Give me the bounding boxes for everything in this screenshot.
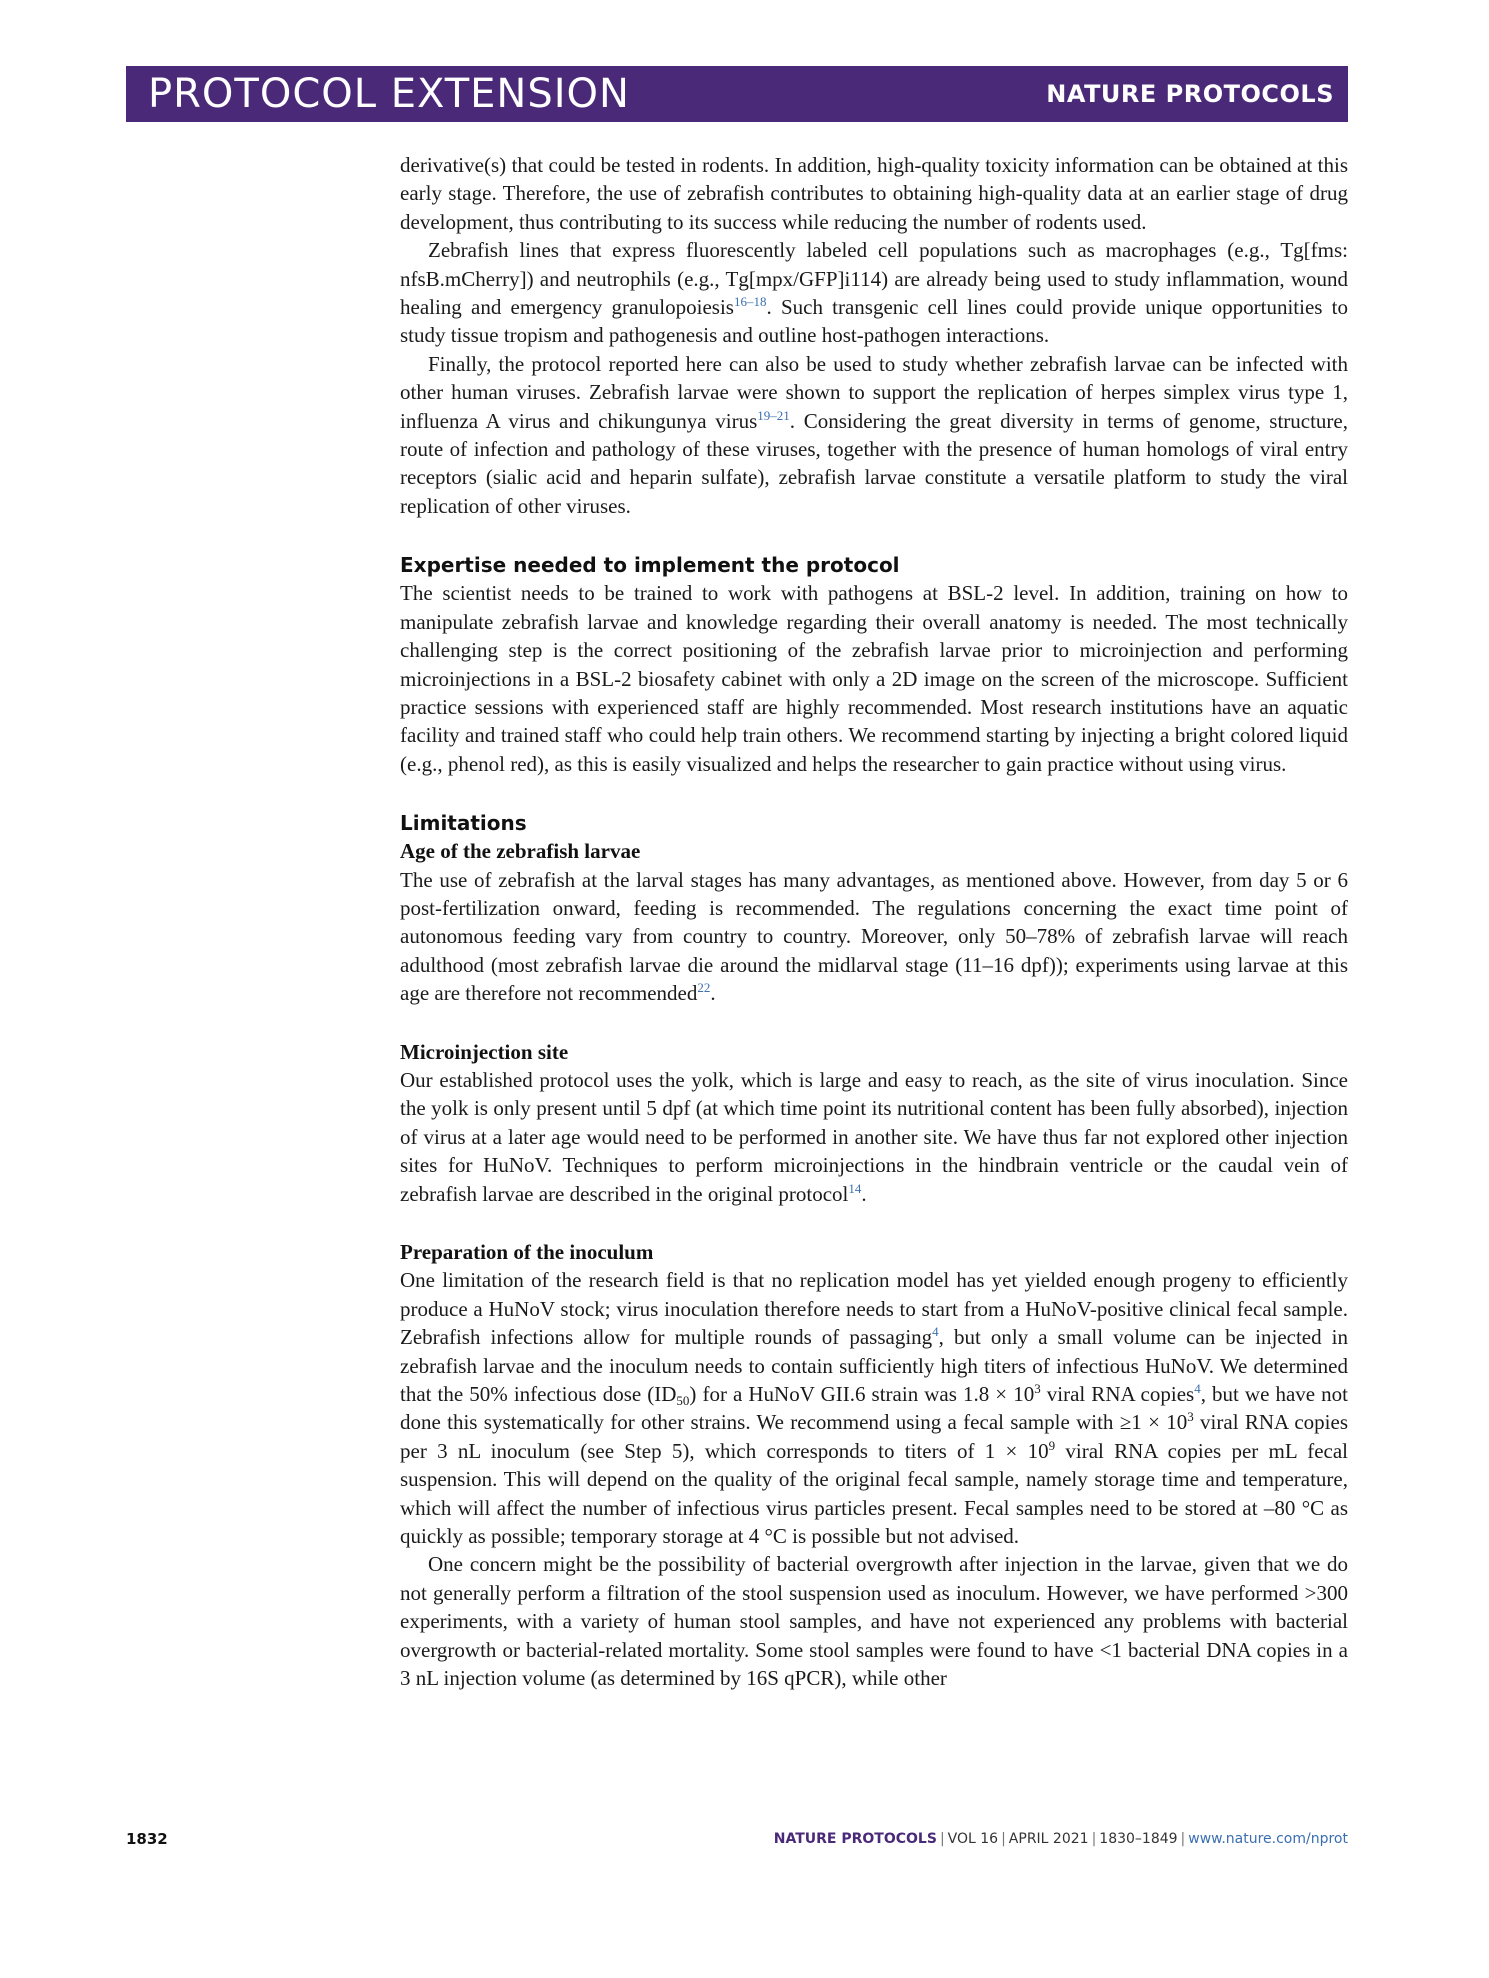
paragraph-text: . bbox=[861, 1181, 867, 1206]
paragraph-text: , but we have not done this systematically for other strains. We recommend using a fecal sample with ≥1 × 10 bbox=[400, 1382, 1348, 1435]
paragraph-text: Our established protocol uses the yolk, which is large and easy to reach, as the site of virus inoculation. Since the yolk is only present until 5 dpf (at which time point its nutritional content has been fully absorbed), injection of virus at a later age would need to be performed in another site. We have thus far not explored other injection sites for HuNoV. Techniques to perform microinjections in the hindbrain ventricle or the caudal vein of zebrafish larvae are described in the original protocol bbox=[400, 1067, 1348, 1206]
superscript: 9 bbox=[1048, 1437, 1056, 1453]
footer-citation bbox=[774, 1831, 1348, 1847]
paragraph-microinjection-site bbox=[400, 1066, 1348, 1208]
footer-pages: 1830–1849 bbox=[1099, 1831, 1178, 1847]
section-label: PROTOCOL EXTENSION bbox=[148, 71, 630, 117]
footer-journal-name: NATURE PROTOCOLS bbox=[773, 1831, 937, 1847]
footer-separator: | bbox=[1001, 1831, 1006, 1847]
footer-separator: | bbox=[1091, 1831, 1097, 1847]
paragraph-transgenic-lines bbox=[400, 236, 1348, 350]
paragraph-text: Finally, the protocol reported here can also be used to study whether zebrafish larvae can be infected with other human viruses. Zebrafish larvae were shown to support the replication of herpes simplex virus type 1, influenza A virus and chikungunya virus bbox=[400, 351, 1348, 433]
paragraph-text: viral RNA copies per mL fecal suspension. This will depend on the quality of the original fecal sample, namely storage time and temperature, which will affect the number of infectious virus particles present. Fecal samples need to be stored at –80 °C as quickly as possible; temporary storage at 4 °C is possible but not advised. bbox=[400, 1438, 1348, 1549]
citation-link[interactable]: 19–21 bbox=[757, 407, 790, 423]
journal-label: NATURE PROTOCOLS bbox=[1046, 80, 1334, 108]
paragraph-text: The use of zebrafish at the larval stages has many advantages, as mentioned above. However, from day 5 or 6 post-fertilization onward, feeding is recommended. The regulations concerning the exact time point of autonomous feeding vary from country to country. Moreover, only 50–78% of zebrafish larvae will reach adulthood (most zebrafish larvae die around the midlarval stage (11–16 dpf)); experiments using larvae at this age are therefore not recommended bbox=[400, 867, 1348, 1006]
paragraph-bacterial-concern bbox=[400, 1550, 1348, 1692]
superscript: 3 bbox=[1034, 1381, 1041, 1397]
paragraph-text: . bbox=[710, 981, 716, 1006]
heading-limitations: Limitations bbox=[400, 811, 527, 836]
footer-volume: VOL 16 bbox=[947, 1831, 999, 1847]
paragraph-text: . Such transgenic cell lines could provide unique opportunities to study tissue tropism and pathogenesis and outline host-pathogen interactions. bbox=[400, 295, 1348, 348]
superscript: 3 bbox=[1187, 1409, 1194, 1425]
citation-link[interactable]: 4 bbox=[1194, 1381, 1201, 1397]
paragraph-text: One concern might be the possibility of bacterial overgrowth after injection in the larvae, given that we do not generally perform a filtration of the stool suspension used as inoculum. However, we have performed >300 experiments, with a variety of human stool samples, and have not experienced any problems with bacterial overgrowth or bacterial-related mortality. Some stool samples were found to have <1 bacterial DNA copies in a 3 nL injection volume (as determined by 16S qPCR), while other bbox=[400, 1552, 1348, 1691]
page-number: 1832 bbox=[126, 1830, 168, 1848]
paragraph-text: ) for a HuNoV GII.6 strain was 1.8 × 10 bbox=[689, 1382, 1035, 1407]
paragraph-text: Zebrafish lines that express fluorescently labeled cell populations such as macrophages (e.g., Tg[fms: nfsB.mCherry]) and neutrophils (e.g., Tg[mpx/GFP]i114) are already being used to study inflammation, wound healing and emergency granulopoiesis bbox=[400, 238, 1348, 320]
subheading-inoculum: Preparation of the inoculum bbox=[400, 1240, 654, 1264]
heading-expertise: Expertise needed to implement the protocol bbox=[400, 553, 900, 578]
paragraph-expertise bbox=[400, 579, 1348, 778]
paragraph-text: . Considering the great diversity in terms of genome, structure, route of infection and pathology of these viruses, together with the presence of human homologs of viral entry receptors (sialic acid and heparin sulfate), zebrafish larvae constitute a versatile platform to study the viral replication of other viruses. bbox=[400, 408, 1348, 518]
citation-link[interactable]: 14 bbox=[848, 1180, 862, 1196]
subscript: 50 bbox=[676, 1393, 690, 1409]
subheading-microinjection-site: Microinjection site bbox=[400, 1039, 569, 1064]
footer-date: APRIL 2021 bbox=[1008, 1831, 1089, 1847]
footer-separator: | bbox=[1180, 1831, 1186, 1847]
citation-link[interactable]: 4 bbox=[932, 1324, 939, 1340]
paragraph-text: , but only a small volume can be injected in zebrafish larvae and the inoculum needs to contain sufficiently high titers of infectious HuNoV. We determined that the 50% infectious dose (ID bbox=[400, 1325, 1348, 1407]
paragraph-text: viral RNA copies bbox=[1040, 1382, 1195, 1407]
paragraph-text: One limitation of the research field is that no replication model has yet yielded enough progeny to efficiently produce a HuNoV stock; virus inoculation therefore needs to start from a HuNoV-positive clinical fecal sample. Zebrafish infections allow for multiple rounds of passaging bbox=[400, 1268, 1348, 1350]
subheading-age: Age of the zebrafish larvae bbox=[400, 839, 641, 864]
paragraph-text: viral RNA copies per 3 nL inoculum (see Step 5), which corresponds to titers of 1 × 10 bbox=[400, 1410, 1348, 1463]
footer-url-link[interactable]: www.nature.com/nprot bbox=[1188, 1831, 1348, 1847]
paragraph-age bbox=[400, 866, 1348, 1008]
citation-link[interactable]: 16–18 bbox=[733, 294, 767, 310]
article-body bbox=[400, 151, 1348, 1693]
paragraph-drug-development bbox=[400, 151, 1348, 236]
citation-link[interactable]: 22 bbox=[697, 980, 711, 996]
footer-separator: | bbox=[939, 1831, 945, 1847]
paragraph-text: The scientist needs to be trained to work with pathogens at BSL-2 level. In addition, training on how to manipulate zebrafish larvae and knowledge regarding their overall anatomy is needed. The most technically challenging step is the correct positioning of the zebrafish larvae prior to microinjection and performing microinjections in a BSL-2 biosafety cabinet with only a 2D image on the screen of the microscope. Sufficient practice sessions with experienced staff are highly recommended. Most research institutions have an aquatic facility and trained staff who could help train others. We recommend starting by injecting a bright colored liquid (e.g., phenol red), as this is easily visualized and helps the researcher to gain practice without using virus. bbox=[400, 581, 1348, 776]
header-banner bbox=[126, 66, 1348, 122]
paragraph-other-viruses bbox=[400, 350, 1348, 520]
paragraph-inoculum bbox=[400, 1266, 1348, 1550]
paragraph-text: derivative(s) that could be tested in rodents. In addition, high-quality toxicity information can be obtained at this early stage. Therefore, the use of zebrafish contributes to obtaining high-quality data at an earlier stage of drug development, thus contributing to its success while reducing the number of rodents used. bbox=[400, 153, 1348, 234]
